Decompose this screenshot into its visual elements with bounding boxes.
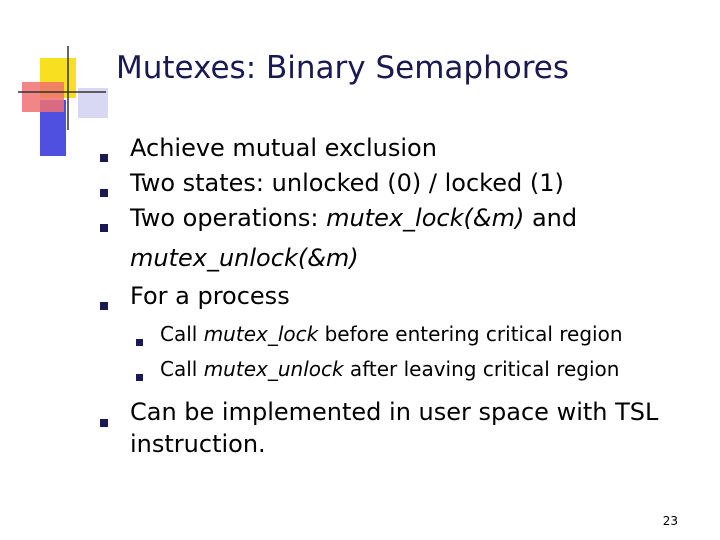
sub2-code: mutex_unlock xyxy=(203,357,344,381)
sub1-post: before entering critical region xyxy=(318,322,623,346)
bullet-tsl-line1: Can be implemented in user space with TSL xyxy=(130,398,659,426)
sub2-pre: Call xyxy=(160,357,204,381)
bullet-marker xyxy=(100,419,108,427)
bullet-two-operations-cont xyxy=(130,244,359,272)
bullet-marker xyxy=(100,189,108,197)
sub1-pre: Call xyxy=(160,322,204,346)
sub-bullet-lock xyxy=(160,322,623,346)
sub1-code: mutex_lock xyxy=(203,322,319,346)
ops-prefix: Two operations: xyxy=(130,204,327,232)
mutex-unlock-code: mutex_unlock(&m) xyxy=(130,244,359,272)
bullet-marker xyxy=(100,154,108,162)
mutex-lock-code: mutex_lock(&m) xyxy=(326,204,525,232)
page-number: 23 xyxy=(662,514,678,528)
bullet-two-operations xyxy=(130,204,577,232)
bullet-marker xyxy=(100,302,108,310)
bullet-tsl-line2: instruction. xyxy=(130,430,266,458)
sub2-post: after leaving critical region xyxy=(343,357,620,381)
bullet-mutual-exclusion: Achieve mutual exclusion xyxy=(130,134,437,162)
sub-bullet-marker xyxy=(136,339,143,346)
sub-bullet-unlock xyxy=(160,357,619,381)
bullet-two-states: Two states: unlocked (0) / locked (1) xyxy=(130,169,564,197)
bullet-for-a-process: For a process xyxy=(130,282,290,310)
slide-title: Mutexes: Binary Semaphores xyxy=(116,50,569,86)
bullet-marker xyxy=(100,224,108,232)
ops-mid: and xyxy=(524,204,578,232)
sub-bullet-marker xyxy=(136,374,143,381)
